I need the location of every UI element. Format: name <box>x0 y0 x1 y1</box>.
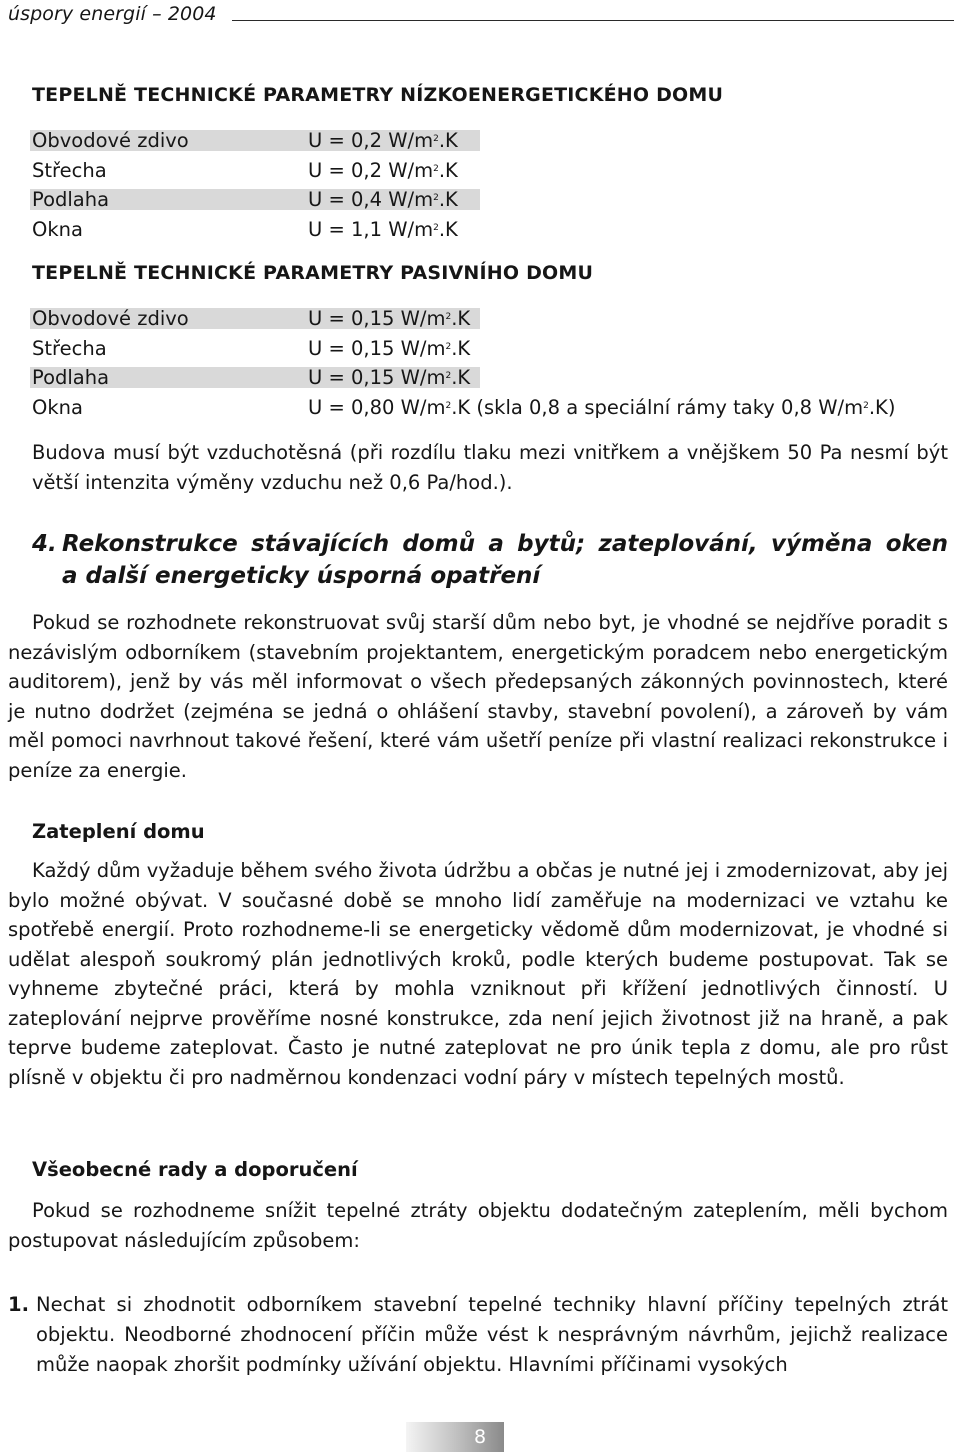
section-heading <box>32 528 948 592</box>
param-label: Obvodové zdivo <box>32 129 189 152</box>
section-number: 4. <box>32 531 57 557</box>
param-value: U = 0,4 $W/m^2.K$ <box>308 188 458 211</box>
insulation-heading: Zateplení domu <box>32 820 205 843</box>
param-value: U = 0,2 $W/m^2.K$ <box>308 159 458 182</box>
param-label: Okna <box>32 396 83 419</box>
param-label: Podlaha <box>32 188 110 211</box>
section-title-line1: Rekonstrukce stávajících domů a bytů; zateplování, výměna oken <box>62 531 948 557</box>
param-value: U = 0,15 $W/m^2.K$ <box>308 307 471 330</box>
param-label: Střecha <box>32 337 107 360</box>
param-value: U = 0,15 $W/m^2.K$ <box>308 366 471 389</box>
param-value: U = 0,15 $W/m^2.K$ <box>308 337 471 360</box>
param-value: U = 0,80 $W/m^2.K$ (skla 0,8 a speciální rámy taky 0,8 $W/m^2.K$) <box>308 396 896 419</box>
list-marker: 1. <box>8 1293 29 1316</box>
list-item <box>8 1290 948 1380</box>
list-item-text: Nechat si zhodnotit odborníkem stavební tepelné techniky hlavní příčiny tepelných ztrát objektu. Neodborné zhodnocení příčin může vést k nesprávným návrhům, jejichž realizace může naopak zhoršit podmínky užívání objektu. Hlavními příčinami vysokých <box>36 1293 948 1376</box>
advice-paragraph: Pokud se rozhodneme snížit tepelné ztráty objektu dodatečným zateplením, měli bychom postupovat následujícím způsobem: <box>8 1199 948 1252</box>
header-rule <box>232 20 954 21</box>
param-value: U = 0,2 $W/m^2.K$ <box>308 129 458 152</box>
param-value: U = 1,1 $W/m^2.K$ <box>308 218 458 241</box>
airtightness-note: Budova musí být vzduchotěsná (při rozdílu tlaku mezi vnitřkem a vnějškem 50 Pa nesmí být větší intenzita výměny vzduchu než 0,6 Pa/hod.). <box>32 441 948 494</box>
page-number: 8 <box>473 1426 487 1448</box>
low-energy-params-title: TEPELNĚ TECHNICKÉ PARAMETRY NÍZKOENERGETICKÉHO DOMU <box>32 84 724 106</box>
insulation-paragraph: Každý dům vyžaduje během svého života údržbu a občas je nutné jej i zmodernizovat, aby jej bylo možné obývat. V současné době se mnoho lidí zaměřuje na modernizaci ve vztahu ke spotřebě energií. Proto rozhodneme-li se energeticky vědomě dům modernizovat, je vhodné si udělat alespoň soukromý plán jednotlivých kroků, podle kterých budeme postupovat. Tak se vyhneme zbytečné práci, která by mohla vzniknout při křížení jednotlivých činností. U zateplování nejprve prověříme nosné konstrukce, zda není jejich životnost již na hraně, a pak teprve budeme zateplovat. Často je nutné zateplovat ne pro únik tepla z domu, ale pro růst plísně v objektu či pro nadměrnou kondenzaci vodní páry v místech tepelných mostů. <box>8 859 948 1089</box>
param-label: Obvodové zdivo <box>32 307 189 330</box>
param-label: Podlaha <box>32 366 110 389</box>
running-header: úspory energií – 2004 <box>8 3 217 25</box>
advice-heading: Všeobecné rady a doporučení <box>32 1158 358 1181</box>
section-title-line2: a další energeticky úsporná opatření <box>62 563 541 589</box>
section-intro-paragraph: Pokud se rozhodnete rekonstruovat svůj starší dům nebo byt, je vhodné se nejdříve poradit s nezávislým odborníkem (stavebním projektantem, energetickým poradcem nebo energetickým auditorem), jenž by vás měl informovat o všech předepsaných zákonných povinnostech, které je nutno dodržet (zejména se jedná o ohlášení stavby, stavební povolení), a zároveň by vám měl pomoci navrhnout takové řešení, které vám ušetří peníze při vlastní realizaci rekonstrukce i peníze za energie. <box>8 611 948 782</box>
passive-params-title: TEPELNĚ TECHNICKÉ PARAMETRY PASIVNÍHO DOMU <box>32 262 594 284</box>
param-label: Střecha <box>32 159 107 182</box>
param-label: Okna <box>32 218 83 241</box>
